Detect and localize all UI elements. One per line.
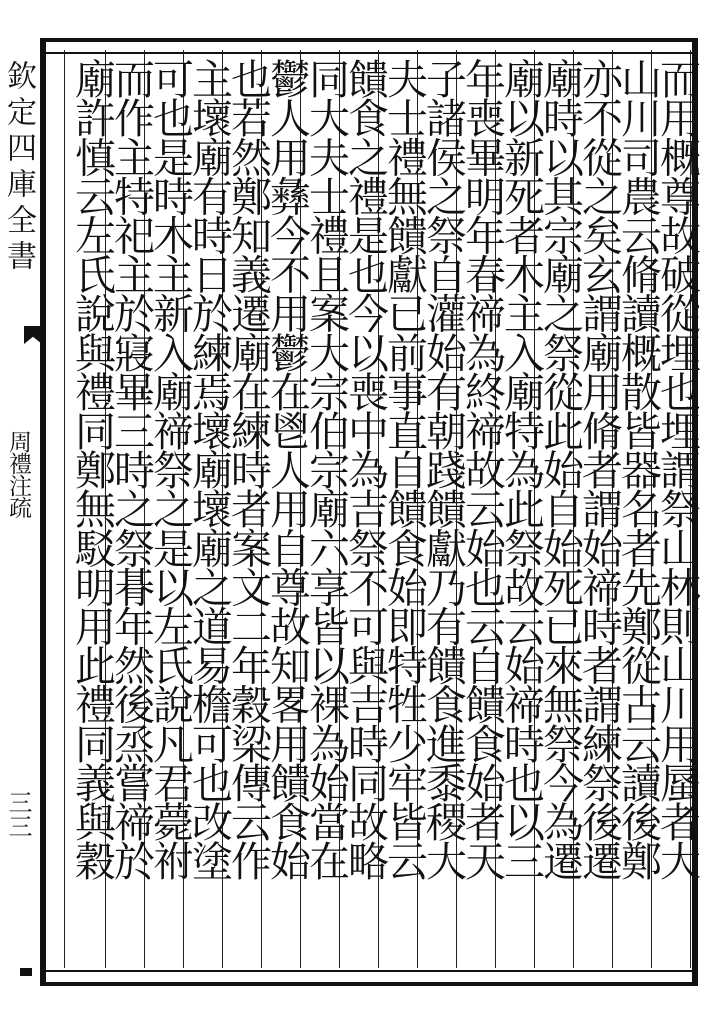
corner-mark <box>20 968 32 976</box>
text-column-9: 饋食之禮是也今以喪中為吉祭不可與吉時同故略 <box>341 58 389 880</box>
text-column-15: 而作主特祀主於寢畢三時之祭朞年然後烝嘗禘於 <box>107 58 155 880</box>
text-column-13: 主壞廟有時日於練焉壞廟壞廟之道易檐可也改塗 <box>185 58 233 880</box>
text-column-2: 山川司農云脩讀概散皆器名者先鄭從古云讀後鄭 <box>614 58 662 880</box>
text-column-5: 廟以新死者木主入廟特為此祭故云始禘時也以三 <box>497 58 545 880</box>
text-column-12: 也若然鄭知義遷廟在練時者案文二年穀梁傳云作 <box>224 58 272 880</box>
text-column-3: 亦不從之矣玄謂廟用脩者謂始禘時者謂練祭後遷 <box>575 58 623 880</box>
page-frame-bottom <box>40 970 698 986</box>
text-column-14: 可也是時木主新入廟禘祭之是以左氏說凡君薨祔 <box>146 58 194 880</box>
text-column-11: 鬱人用彝今不用鬱在鬯人用自尊故知畧用饋食始 <box>263 58 311 880</box>
text-column-16: 廟許慎云左氏說與禮同鄭無駁明用此禮同義與穀 <box>68 58 116 880</box>
text-column-6: 年喪畢明年春禘為終禘故云始也云自饋食始者天 <box>458 58 506 880</box>
fishtail-mark <box>24 326 42 344</box>
text-column-4: 廟時以其宗廟之祭從此始自始死已來無祭今為遷 <box>536 58 584 880</box>
column-rule <box>64 50 65 968</box>
page-frame-left <box>40 38 46 982</box>
text-column-8: 夫士禮無饋獻已前事直自饋食始即特牲少牢皆云 <box>380 58 428 880</box>
text-column-1: 而用概尊故破從埋也埋謂祭山林則山川用蜃者大 <box>653 58 701 880</box>
text-column-7: 子諸侯之祭自灌始有朝踐饋獻乃有饋食進黍稷大 <box>419 58 467 880</box>
page-number: 三三 <box>4 790 32 838</box>
text-block <box>64 50 701 968</box>
book-title: 欽定四庫全書 <box>1 60 36 276</box>
text-column-10: 同大夫士禮且案大宗伯宗廟六享皆以裸為始當在 <box>302 58 350 880</box>
book-subtitle: 周禮注疏 <box>5 430 31 518</box>
